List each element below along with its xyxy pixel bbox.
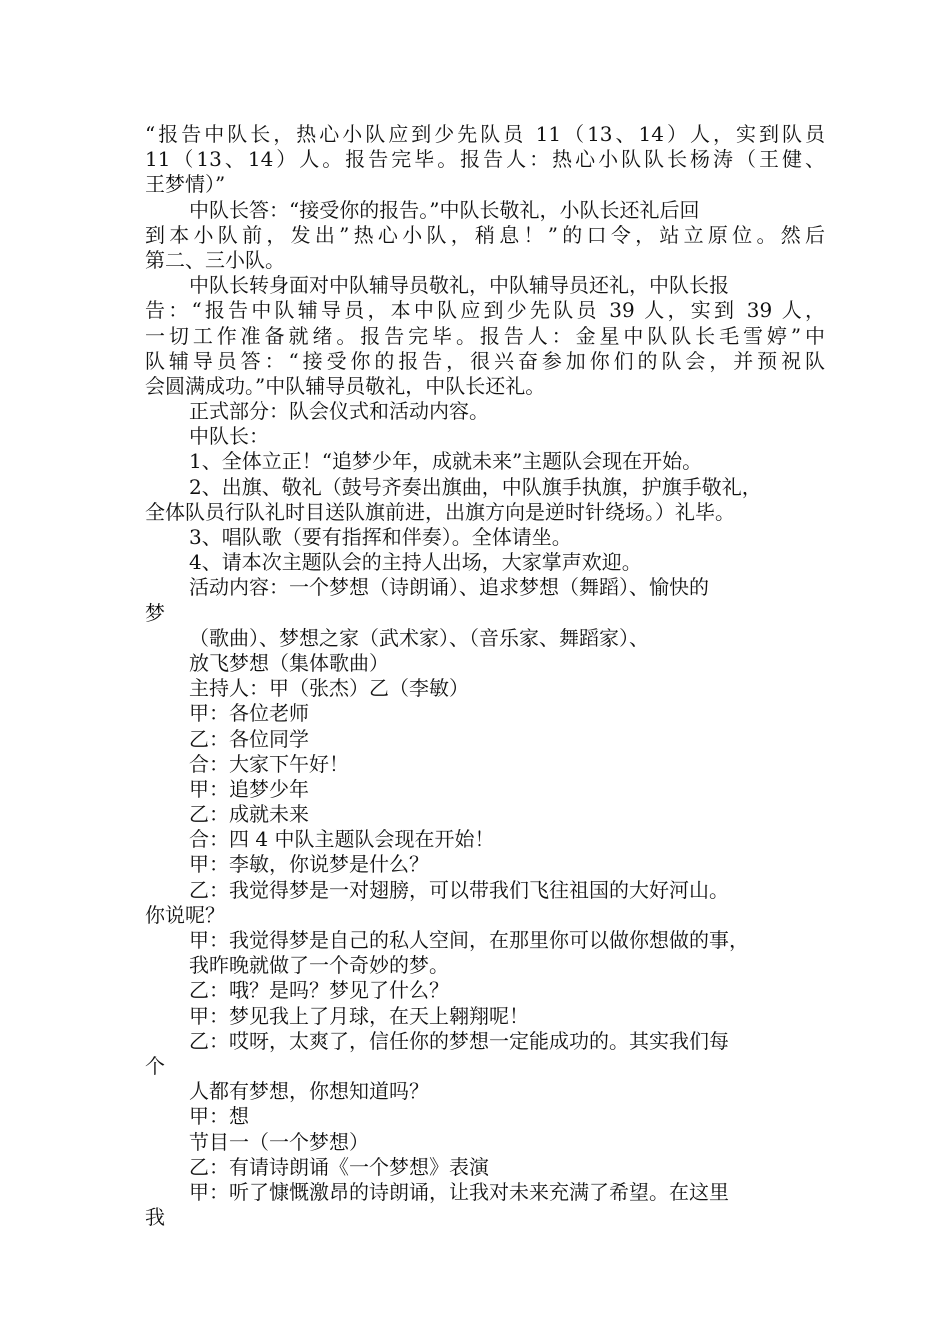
text-line: 11（13、14）人。报告完毕。报告人：热心小队队长杨涛（王健、 [145,147,825,172]
text-line: 中队长答：“接受你的报告。”中队长敬礼，小队长还礼后回 [189,197,700,222]
text-line: 甲：李敏，你说梦是什么？ [189,852,429,877]
text-line: 主持人：甲（张杰）乙（李敏） [189,676,469,701]
text-line: 乙：哎呀，太爽了，信任你的梦想一定能成功的。其实我们每 [189,1028,729,1053]
text-line: 我昨晚就做了一个奇妙的梦。 [189,953,449,978]
document-body [145,122,825,1230]
text-line: 乙：成就未来 [189,802,309,827]
text-line: 1、全体立正！“追梦少年，成就未来”主题队会现在开始。 [189,449,703,474]
text-line: “报告中队长，热心小队应到少先队员 11（13、14）人，实到队员 [145,122,825,146]
text-line: 我 [145,1205,165,1230]
text-line: （歌曲）、梦想之家（武术家）、（音乐家、舞蹈家）、 [189,625,649,650]
text-line: 中队长： [189,424,269,449]
text-line: 放飞梦想（集体歌曲） [189,650,389,675]
text-line: 会圆满成功。”中队辅导员敬礼，中队长还礼。 [145,373,546,398]
text-line: 甲：我觉得梦是自己的私人空间，在那里你可以做你想做的事， [189,928,749,952]
text-line: 到本小队前，发出”热心小队，稍息！”的口令，站立原位。然后 [145,222,825,247]
text-line: 告：“报告中队辅导员，本中队应到少先队员 39 人，实到 39 人， [145,298,825,323]
text-line: 一切工作准备就绪。报告完毕。报告人：金星中队队长毛雪婷”中 [145,323,825,348]
text-line: 梦 [145,600,165,625]
text-line: 活动内容：一个梦想（诗朗诵）、追求梦想（舞蹈）、愉快的 [189,575,709,600]
text-line: 乙：我觉得梦是一对翅膀，可以带我们飞往祖国的大好河山。 [189,877,729,902]
text-line: 你说呢？ [145,902,225,927]
text-line: 甲：听了慷慨激昂的诗朗诵，让我对未来充满了希望。在这里 [189,1179,729,1204]
text-line: 甲：梦见我上了月球，在天上翱翔呢！ [189,1003,529,1028]
text-line: 正式部分：队会仪式和活动内容。 [189,399,489,424]
text-line: 个 [145,1053,165,1078]
text-line: 甲：各位老师 [189,701,309,726]
text-line: 合：大家下午好！ [189,751,349,776]
text-line: 乙：各位同学 [189,726,309,751]
text-line: 4、请本次主题队会的主持人出场，大家掌声欢迎。 [189,550,642,575]
text-line: 节目一（一个梦想） [189,1129,369,1154]
text-line: 人都有梦想，你想知道吗？ [189,1079,429,1104]
text-line: 甲：追梦少年 [189,776,309,801]
text-line: 全体队员行队礼时目送队旗前进，出旗方向是逆时针绕场。）礼毕。 [145,499,735,524]
text-line: 乙：有请诗朗诵《一个梦想》表演 [189,1154,489,1179]
text-line: 甲：想 [189,1104,249,1129]
text-line: 合：四 4 中队主题队会现在开始！ [189,827,495,852]
text-line: 乙：哦？是吗？梦见了什么？ [189,978,449,1003]
text-line: 王梦情）” [145,172,226,197]
text-line: 中队长转身面对中队辅导员敬礼，中队辅导员还礼，中队长报 [189,273,729,298]
text-line: 3、唱队歌（要有指挥和伴奏）。全体请坐。 [189,525,572,549]
text-line: 队辅导员答：“接受你的报告，很兴奋参加你们的队会，并预祝队 [145,348,825,373]
text-line: 第二、三小队。 [145,247,285,272]
text-line: 2、出旗、敬礼（鼓号齐奏出旗曲，中队旗手执旗，护旗手敬礼， [189,474,762,499]
